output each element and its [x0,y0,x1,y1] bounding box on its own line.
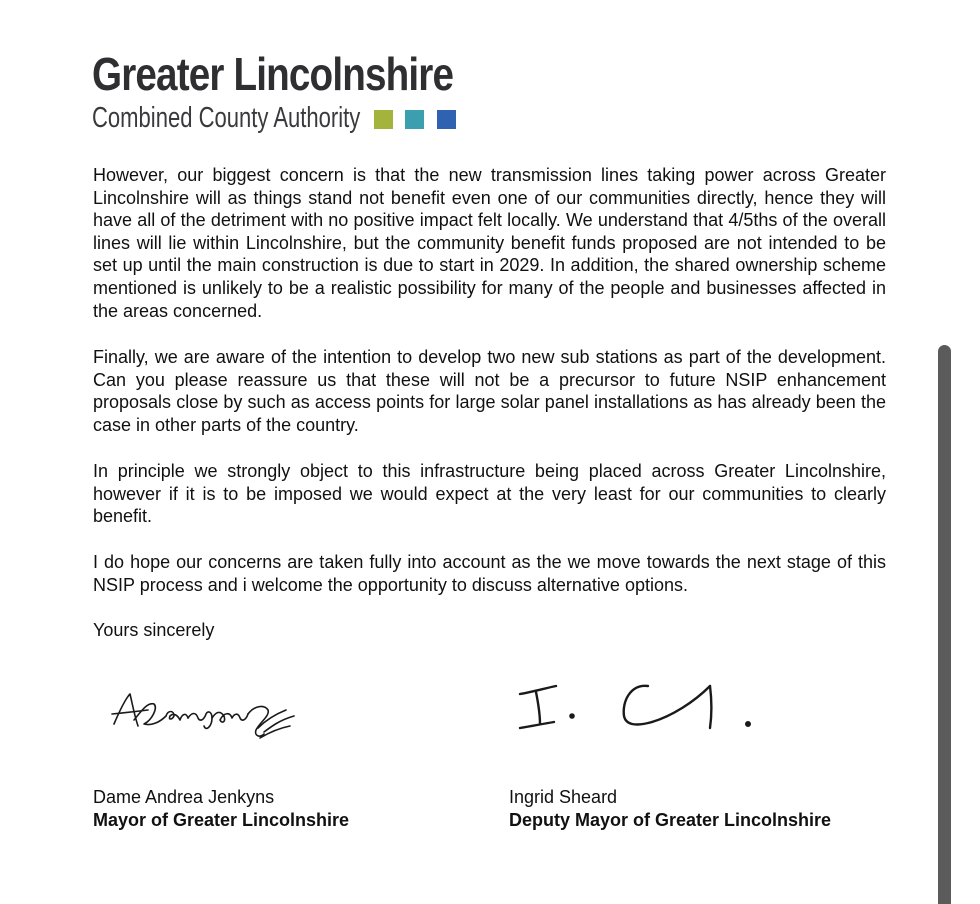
vertical-scrollbar[interactable] [938,345,951,904]
letter-paragraph: However, our biggest concern is that the new transmission lines taking power across Greater Lincolnshire will as things stand not benefit even one of our communities directly, hence they will have all of the detriment with no positive impact felt locally. We understand that 4/5ths of the overall lines will lie within Lincolnshire, but the community benefit funds proposed are not intended to be set up until the main construction is due to start in 2029. In addition, the shared ownership scheme mentioned is unlikely to be a realistic possibility for many of the people and businesses affected in the areas concerned. [93,165,886,321]
signature-andrea-jenkyns-icon [108,680,308,744]
signatory-role: Mayor of Greater Lincolnshire [93,810,350,830]
brand-square-green-icon [374,110,393,129]
logo-subtitle: Combined County Authority [92,102,361,134]
brand-square-teal-icon [405,110,424,129]
signatory-role: Deputy Mayor of Greater Lincolnshire [509,810,832,830]
letter-paragraph: In principle we strongly object to this infrastructure being placed across Greater Lincolnshire, however if it is to be imposed we would expect at the very least for our communities to clearly benefit. [93,461,886,527]
signature-ingrid-sheard-icon [512,672,762,742]
closing-salutation: Yours sincerely [93,620,215,640]
signatory-block-mayor [93,786,349,832]
signatory-name: Ingrid Sheard [509,787,618,807]
letter-paragraph: I do hope our concerns are taken fully into account as the we move towards the next stage of this NSIP process and i welcome the opportunity to discuss alternative options. [93,552,886,595]
brand-square-blue-icon [437,110,456,129]
logo-title: Greater Lincolnshire [92,48,454,100]
signatory-name: Dame Andrea Jenkyns [93,787,275,807]
signatory-block-deputy-mayor [509,786,831,832]
letter-paragraph: Finally, we are aware of the intention to develop two new sub stations as part of the development. Can you please reassure us that these will not be a precursor to future NSIP enhancement proposals close by such as access points for large solar panel installations as has already been the case in other parts of the country. [93,347,886,435]
